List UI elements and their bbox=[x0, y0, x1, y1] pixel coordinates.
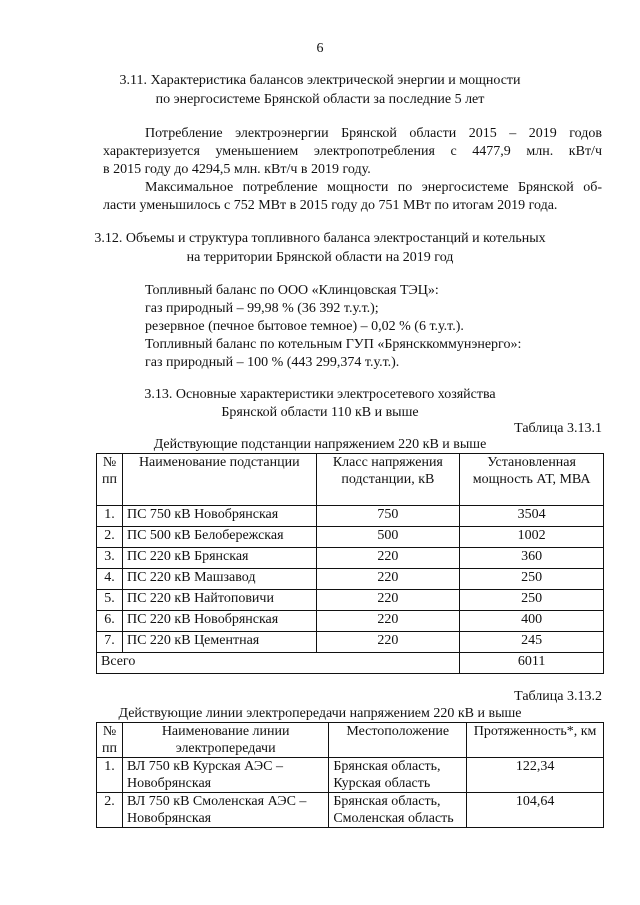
substation-name: ПС 220 кВ Машзавод bbox=[122, 569, 316, 590]
table-row bbox=[97, 611, 604, 632]
row-num: 1. bbox=[97, 506, 123, 527]
table-row bbox=[97, 569, 604, 590]
header-substation-name: Наименование подстанции bbox=[122, 454, 316, 506]
substation-name: ПС 220 кВ Найтоповичи bbox=[122, 590, 316, 611]
line-length: 122,34 bbox=[467, 758, 604, 793]
table-row bbox=[97, 506, 604, 527]
installed-power: 400 bbox=[460, 611, 604, 632]
table-total-row bbox=[97, 653, 604, 674]
header-length: Протяженность*, км bbox=[467, 723, 604, 758]
line-location bbox=[329, 793, 467, 828]
location-part1: Брянская область, bbox=[333, 759, 441, 774]
installed-power: 1002 bbox=[460, 527, 604, 548]
section-3-11-para1-line3: в 2015 году до 4294,5 млн. кВт/ч в 2019 году. bbox=[103, 162, 371, 177]
line-name bbox=[122, 793, 328, 828]
substations-table bbox=[96, 453, 604, 674]
table-row bbox=[97, 758, 604, 793]
section-3-11-title-line1: 3.11. Характеристика балансов электрической энергии и мощности bbox=[119, 73, 521, 88]
table-1-caption: Действующие подстанции напряжением 220 кВ и выше bbox=[153, 437, 487, 452]
installed-power: 245 bbox=[460, 632, 604, 653]
voltage-class: 500 bbox=[316, 527, 460, 548]
table-header-row bbox=[97, 723, 604, 758]
voltage-class: 220 bbox=[316, 569, 460, 590]
header-installed-power: Установленная мощность АТ, МВА bbox=[460, 454, 604, 506]
fuel-balance-line-2: газ природный – 99,98 % (36 392 т.у.т.); bbox=[145, 301, 379, 316]
line-name-part2: Новобрянская bbox=[126, 811, 212, 826]
section-3-11-para1-line1: Потребление электроэнергии Брянской области 2015 – 2019 годов bbox=[145, 126, 602, 141]
header-line-name: Наименование линии электропередачи bbox=[122, 723, 328, 758]
section-3-11-para2-line1: Максимальное потребление мощности по энергосистеме Брянской об- bbox=[145, 180, 602, 195]
row-num: 5. bbox=[97, 590, 123, 611]
total-value: 6011 bbox=[460, 653, 604, 674]
row-num: 6. bbox=[97, 611, 123, 632]
header-voltage-class: Класс напряжения подстанции, кВ bbox=[316, 454, 460, 506]
line-name-part1: ВЛ 750 кВ Курская АЭС – bbox=[126, 759, 284, 774]
voltage-class: 220 bbox=[316, 611, 460, 632]
section-3-13-title-line1: 3.13. Основные характеристики электросетевого хозяйства bbox=[144, 387, 496, 402]
row-num: 3. bbox=[97, 548, 123, 569]
fuel-balance-line-1: Топливный баланс по ООО «Клинцовская ТЭЦ»: bbox=[145, 283, 439, 298]
line-name-part1: ВЛ 750 кВ Смоленская АЭС – bbox=[126, 794, 307, 809]
voltage-class: 220 bbox=[316, 632, 460, 653]
row-num: 1. bbox=[97, 758, 123, 793]
section-3-13-title-line2: Брянской области 110 кВ и выше bbox=[221, 405, 419, 420]
substation-name: ПС 220 кВ Брянская bbox=[122, 548, 316, 569]
substation-name: ПС 750 кВ Новобрянская bbox=[122, 506, 316, 527]
table-row bbox=[97, 527, 604, 548]
line-location bbox=[329, 758, 467, 793]
section-3-11-para2-line2: ласти уменьшилось с 752 МВт в 2015 году до 751 МВт по итогам 2019 года. bbox=[103, 198, 558, 213]
row-num: 2. bbox=[97, 527, 123, 548]
header-num: № пп bbox=[97, 723, 123, 758]
row-num: 4. bbox=[97, 569, 123, 590]
table-row bbox=[97, 590, 604, 611]
location-part1: Брянская область, bbox=[333, 794, 441, 809]
table-2-label: Таблица 3.13.2 bbox=[514, 689, 602, 704]
fuel-balance-line-4: Топливный баланс по котельным ГУП «Брянсккоммунэнерго»: bbox=[145, 337, 522, 352]
table-row bbox=[97, 793, 604, 828]
installed-power: 250 bbox=[460, 590, 604, 611]
voltage-class: 750 bbox=[316, 506, 460, 527]
power-lines-table bbox=[96, 722, 604, 828]
installed-power: 3504 bbox=[460, 506, 604, 527]
section-3-12-title-line2: на территории Брянской области на 2019 год bbox=[186, 250, 454, 265]
row-num: 7. bbox=[97, 632, 123, 653]
installed-power: 360 bbox=[460, 548, 604, 569]
substation-name: ПС 220 кВ Новобрянская bbox=[122, 611, 316, 632]
line-name bbox=[122, 758, 328, 793]
installed-power: 250 bbox=[460, 569, 604, 590]
table-2-caption: Действующие линии электропередачи напряжением 220 кВ и выше bbox=[118, 706, 522, 721]
page-number: 6 bbox=[316, 41, 324, 56]
section-3-11-para1-line2: характеризуется уменьшением электропотребления с 4477,9 млн. кВт/ч bbox=[103, 144, 602, 159]
table-header-row bbox=[97, 454, 604, 506]
location-part2: Курская область bbox=[333, 776, 431, 791]
voltage-class: 220 bbox=[316, 590, 460, 611]
fuel-balance-line-3: резервное (печное бытовое темное) – 0,02 % (6 т.у.т.). bbox=[145, 319, 464, 334]
fuel-balance-line-5: газ природный – 100 % (443 299,374 т.у.т.). bbox=[145, 355, 400, 370]
section-3-12-title-line1: 3.12. Объемы и структура топливного баланса электростанций и котельных bbox=[94, 231, 546, 246]
section-3-11-title-line2: по энергосистеме Брянской области за последние 5 лет bbox=[155, 92, 485, 107]
table-1-label: Таблица 3.13.1 bbox=[514, 421, 602, 436]
location-part2: Смоленская область bbox=[333, 811, 454, 826]
header-location: Местоположение bbox=[329, 723, 467, 758]
voltage-class: 220 bbox=[316, 548, 460, 569]
substation-name: ПС 500 кВ Белобережская bbox=[122, 527, 316, 548]
total-label: Всего bbox=[97, 653, 460, 674]
table-row bbox=[97, 632, 604, 653]
row-num: 2. bbox=[97, 793, 123, 828]
line-name-part2: Новобрянская bbox=[126, 776, 212, 791]
line-length: 104,64 bbox=[467, 793, 604, 828]
header-num: № пп bbox=[97, 454, 123, 506]
substation-name: ПС 220 кВ Цементная bbox=[122, 632, 316, 653]
table-row bbox=[97, 548, 604, 569]
